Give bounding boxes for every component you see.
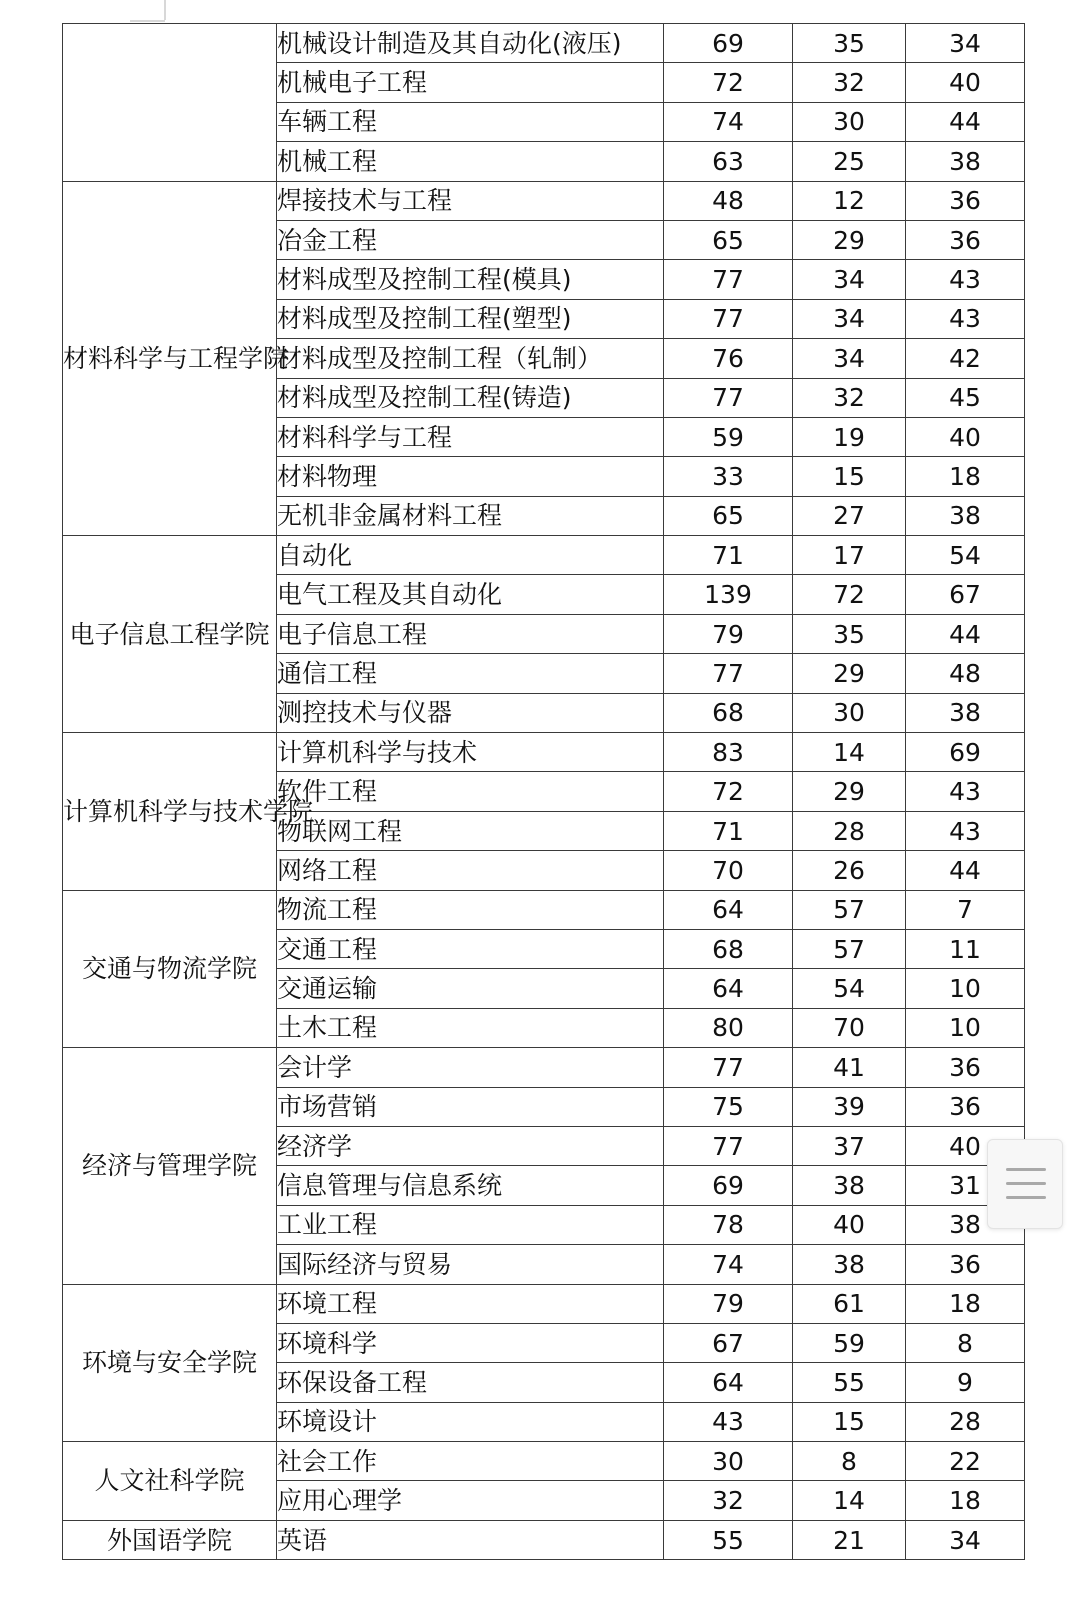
- value-cell-1: 79: [664, 614, 793, 653]
- table-body: [63, 24, 1025, 1560]
- value-cell-3: 31: [906, 1166, 1025, 1205]
- value-cell-2: 54: [793, 969, 906, 1008]
- value-cell-2: 57: [793, 890, 906, 929]
- value-cell-2: 8: [793, 1442, 906, 1481]
- major-cell: 信息管理与信息系统: [277, 1166, 664, 1205]
- value-cell-2: 70: [793, 1008, 906, 1047]
- value-cell-1: 72: [664, 772, 793, 811]
- value-cell-1: 74: [664, 102, 793, 141]
- major-cell: 国际经济与贸易: [277, 1245, 664, 1284]
- major-cell: 材料物理: [277, 457, 664, 496]
- value-cell-1: 63: [664, 142, 793, 181]
- value-cell-2: 29: [793, 654, 906, 693]
- value-cell-2: 14: [793, 1481, 906, 1520]
- major-cell: 软件工程: [277, 772, 664, 811]
- value-cell-2: 37: [793, 1126, 906, 1165]
- major-cell: 英语: [277, 1520, 664, 1559]
- value-cell-2: 30: [793, 102, 906, 141]
- college-cell: 经济与管理学院: [63, 1048, 277, 1284]
- major-cell: 环境工程: [277, 1284, 664, 1323]
- value-cell-2: 15: [793, 1402, 906, 1441]
- major-cell: 自动化: [277, 536, 664, 575]
- major-cell: 电子信息工程: [277, 614, 664, 653]
- table-row: [63, 536, 1025, 575]
- college-cell: 计算机科学与技术学院: [63, 733, 277, 891]
- value-cell-1: 77: [664, 378, 793, 417]
- value-cell-1: 139: [664, 575, 793, 614]
- major-cell: 材料成型及控制工程(铸造): [277, 378, 664, 417]
- value-cell-2: 29: [793, 772, 906, 811]
- value-cell-3: 10: [906, 969, 1025, 1008]
- value-cell-1: 83: [664, 733, 793, 772]
- value-cell-2: 32: [793, 63, 906, 102]
- value-cell-1: 71: [664, 811, 793, 850]
- college-cell: 材料科学与工程学院: [63, 181, 277, 536]
- value-cell-1: 80: [664, 1008, 793, 1047]
- value-cell-2: 28: [793, 811, 906, 850]
- value-cell-3: 43: [906, 772, 1025, 811]
- major-cell: 环保设备工程: [277, 1363, 664, 1402]
- value-cell-2: 61: [793, 1284, 906, 1323]
- table-row: [63, 181, 1025, 220]
- value-cell-1: 71: [664, 536, 793, 575]
- value-cell-2: 35: [793, 614, 906, 653]
- value-cell-3: 38: [906, 1205, 1025, 1244]
- value-cell-3: 8: [906, 1323, 1025, 1362]
- value-cell-3: 18: [906, 457, 1025, 496]
- value-cell-1: 69: [664, 1166, 793, 1205]
- college-cell: 交通与物流学院: [63, 890, 277, 1048]
- college-cell: [63, 24, 277, 182]
- value-cell-3: 9: [906, 1363, 1025, 1402]
- value-cell-3: 40: [906, 417, 1025, 456]
- value-cell-3: 38: [906, 496, 1025, 535]
- college-cell: 电子信息工程学院: [63, 536, 277, 733]
- value-cell-3: 28: [906, 1402, 1025, 1441]
- value-cell-3: 38: [906, 693, 1025, 732]
- value-cell-2: 14: [793, 733, 906, 772]
- major-cell: 电气工程及其自动化: [277, 575, 664, 614]
- value-cell-1: 75: [664, 1087, 793, 1126]
- value-cell-1: 64: [664, 890, 793, 929]
- value-cell-1: 77: [664, 654, 793, 693]
- value-cell-1: 65: [664, 220, 793, 259]
- value-cell-2: 38: [793, 1166, 906, 1205]
- value-cell-2: 57: [793, 929, 906, 968]
- major-cell: 测控技术与仪器: [277, 693, 664, 732]
- value-cell-3: 36: [906, 1048, 1025, 1087]
- college-cell: 外国语学院: [63, 1520, 277, 1559]
- value-cell-3: 45: [906, 378, 1025, 417]
- table-row: [63, 1048, 1025, 1087]
- value-cell-1: 77: [664, 299, 793, 338]
- value-cell-3: 36: [906, 220, 1025, 259]
- major-cell: 焊接技术与工程: [277, 181, 664, 220]
- value-cell-1: 77: [664, 1048, 793, 1087]
- value-cell-3: 42: [906, 339, 1025, 378]
- value-cell-1: 32: [664, 1481, 793, 1520]
- value-cell-3: 44: [906, 851, 1025, 890]
- value-cell-1: 74: [664, 1245, 793, 1284]
- major-cell: 土木工程: [277, 1008, 664, 1047]
- major-cell: 材料成型及控制工程(模具): [277, 260, 664, 299]
- value-cell-1: 30: [664, 1442, 793, 1481]
- value-cell-1: 69: [664, 24, 793, 63]
- value-cell-2: 55: [793, 1363, 906, 1402]
- value-cell-3: 54: [906, 536, 1025, 575]
- value-cell-3: 10: [906, 1008, 1025, 1047]
- value-cell-1: 78: [664, 1205, 793, 1244]
- value-cell-1: 43: [664, 1402, 793, 1441]
- value-cell-2: 15: [793, 457, 906, 496]
- value-cell-1: 64: [664, 1363, 793, 1402]
- value-cell-2: 41: [793, 1048, 906, 1087]
- college-cell: 人文社科学院: [63, 1442, 277, 1521]
- value-cell-3: 34: [906, 24, 1025, 63]
- table-row: [63, 24, 1025, 63]
- value-cell-3: 43: [906, 260, 1025, 299]
- value-cell-1: 68: [664, 929, 793, 968]
- value-cell-2: 32: [793, 378, 906, 417]
- top-border-stub-line: [164, 0, 166, 20]
- major-cell: 物流工程: [277, 890, 664, 929]
- major-cell: 计算机科学与技术: [277, 733, 664, 772]
- major-cell: 经济学: [277, 1126, 664, 1165]
- value-cell-2: 59: [793, 1323, 906, 1362]
- major-cell: 交通运输: [277, 969, 664, 1008]
- major-cell: 材料成型及控制工程(塑型): [277, 299, 664, 338]
- major-cell: 应用心理学: [277, 1481, 664, 1520]
- major-cell: 机械设计制造及其自动化(液压): [277, 24, 664, 63]
- value-cell-3: 43: [906, 299, 1025, 338]
- value-cell-3: 38: [906, 142, 1025, 181]
- major-cell: 工业工程: [277, 1205, 664, 1244]
- value-cell-3: 36: [906, 1245, 1025, 1284]
- major-cell: 会计学: [277, 1048, 664, 1087]
- value-cell-3: 44: [906, 614, 1025, 653]
- major-cell: 无机非金属材料工程: [277, 496, 664, 535]
- value-cell-2: 25: [793, 142, 906, 181]
- college-cell: 环境与安全学院: [63, 1284, 277, 1442]
- major-cell: 环境设计: [277, 1402, 664, 1441]
- value-cell-3: 36: [906, 181, 1025, 220]
- value-cell-1: 65: [664, 496, 793, 535]
- floating-menu-button[interactable]: [987, 1139, 1063, 1229]
- value-cell-3: 44: [906, 102, 1025, 141]
- value-cell-3: 18: [906, 1284, 1025, 1323]
- value-cell-2: 72: [793, 575, 906, 614]
- top-border-stub: [130, 0, 165, 22]
- table-row: [63, 1520, 1025, 1559]
- major-cell: 材料成型及控制工程（轧制）: [277, 339, 664, 378]
- value-cell-2: 12: [793, 181, 906, 220]
- value-cell-2: 34: [793, 299, 906, 338]
- value-cell-3: 67: [906, 575, 1025, 614]
- major-cell: 环境科学: [277, 1323, 664, 1362]
- value-cell-3: 18: [906, 1481, 1025, 1520]
- value-cell-3: 40: [906, 63, 1025, 102]
- value-cell-2: 29: [793, 220, 906, 259]
- value-cell-2: 35: [793, 24, 906, 63]
- major-cell: 网络工程: [277, 851, 664, 890]
- value-cell-3: 22: [906, 1442, 1025, 1481]
- major-cell: 通信工程: [277, 654, 664, 693]
- table-row: [63, 890, 1025, 929]
- enrollment-table: [62, 23, 1025, 1560]
- value-cell-2: 21: [793, 1520, 906, 1559]
- value-cell-1: 72: [664, 63, 793, 102]
- value-cell-2: 27: [793, 496, 906, 535]
- value-cell-2: 39: [793, 1087, 906, 1126]
- major-cell: 车辆工程: [277, 102, 664, 141]
- value-cell-2: 34: [793, 260, 906, 299]
- major-cell: 机械工程: [277, 142, 664, 181]
- value-cell-3: 11: [906, 929, 1025, 968]
- value-cell-2: 38: [793, 1245, 906, 1284]
- value-cell-1: 76: [664, 339, 793, 378]
- major-cell: 市场营销: [277, 1087, 664, 1126]
- value-cell-3: 7: [906, 890, 1025, 929]
- value-cell-1: 33: [664, 457, 793, 496]
- value-cell-2: 30: [793, 693, 906, 732]
- value-cell-2: 34: [793, 339, 906, 378]
- value-cell-1: 55: [664, 1520, 793, 1559]
- major-cell: 材料科学与工程: [277, 417, 664, 456]
- table-row: [63, 733, 1025, 772]
- major-cell: 物联网工程: [277, 811, 664, 850]
- value-cell-2: 26: [793, 851, 906, 890]
- value-cell-3: 36: [906, 1087, 1025, 1126]
- value-cell-1: 59: [664, 417, 793, 456]
- table-row: [63, 1284, 1025, 1323]
- value-cell-1: 48: [664, 181, 793, 220]
- major-cell: 冶金工程: [277, 220, 664, 259]
- value-cell-2: 19: [793, 417, 906, 456]
- value-cell-1: 77: [664, 260, 793, 299]
- major-cell: 社会工作: [277, 1442, 664, 1481]
- value-cell-1: 70: [664, 851, 793, 890]
- value-cell-3: 48: [906, 654, 1025, 693]
- value-cell-1: 79: [664, 1284, 793, 1323]
- value-cell-1: 64: [664, 969, 793, 1008]
- value-cell-3: 34: [906, 1520, 1025, 1559]
- value-cell-3: 69: [906, 733, 1025, 772]
- value-cell-1: 77: [664, 1126, 793, 1165]
- value-cell-2: 17: [793, 536, 906, 575]
- value-cell-1: 67: [664, 1323, 793, 1362]
- table-row: [63, 1442, 1025, 1481]
- value-cell-3: 40: [906, 1126, 1025, 1165]
- major-cell: 机械电子工程: [277, 63, 664, 102]
- value-cell-1: 68: [664, 693, 793, 732]
- value-cell-3: 43: [906, 811, 1025, 850]
- major-cell: 交通工程: [277, 929, 664, 968]
- value-cell-2: 40: [793, 1205, 906, 1244]
